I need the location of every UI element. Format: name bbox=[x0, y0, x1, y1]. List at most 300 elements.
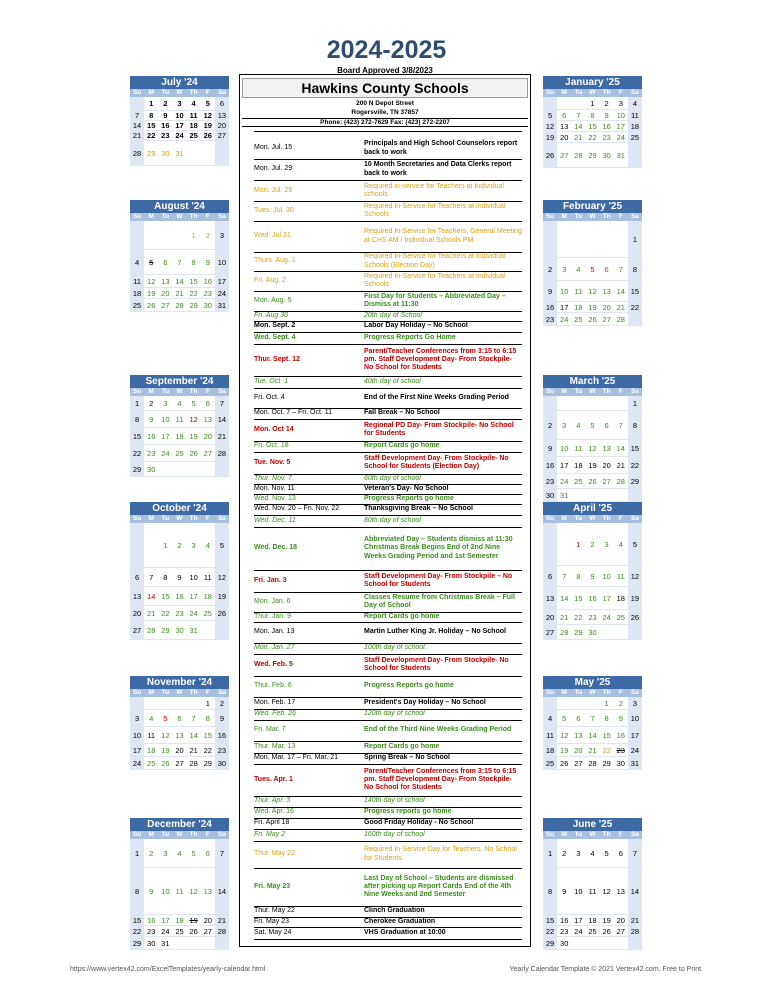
event-description: 60th day of school bbox=[364, 474, 421, 482]
day-cell bbox=[585, 697, 599, 709]
day-cell: 28 bbox=[616, 314, 625, 324]
day-cell: 2 bbox=[590, 539, 595, 549]
day-cell: 28 bbox=[215, 926, 229, 936]
day-cell: 25 bbox=[543, 757, 557, 769]
day-cell: 1 bbox=[543, 839, 557, 867]
day-cell bbox=[215, 621, 229, 639]
event-row bbox=[254, 252, 522, 272]
week-row bbox=[543, 97, 642, 110]
day-cell: 27 bbox=[203, 448, 212, 458]
day-cell: 26 bbox=[147, 300, 156, 310]
day-cell: 14 bbox=[175, 276, 184, 286]
day-cell: 10 bbox=[574, 886, 583, 896]
day-cell: 5 bbox=[628, 523, 642, 565]
event-description: Report Cards go home bbox=[364, 612, 440, 620]
day-cell: 5 bbox=[191, 848, 196, 858]
day-cell bbox=[571, 396, 585, 410]
event-date: Fri. Oct. 18 bbox=[254, 442, 289, 450]
event-description: Thanksgiving Break – No School bbox=[364, 505, 473, 513]
day-cell: 25 bbox=[588, 926, 597, 936]
event-date: Tues. Apr. 1 bbox=[254, 775, 293, 783]
event-date: Wed. Feb. 26 bbox=[254, 710, 296, 718]
day-cell: 22 bbox=[147, 131, 156, 140]
weekday-label: F bbox=[618, 831, 623, 838]
day-cell: 19 bbox=[161, 745, 170, 755]
event-description: Parent/Teacher Conferences from 3:15 to 6:15 pm. Staff Development Day- From Stockpile- No School for Students bbox=[364, 767, 517, 792]
day-cell: 3 bbox=[191, 540, 196, 550]
event-row bbox=[254, 181, 522, 202]
event-description: Staff Development Day- From Stockpile- No School for Students bbox=[364, 656, 509, 672]
day-cell: 23 bbox=[616, 745, 625, 755]
weekday-header bbox=[130, 515, 229, 523]
weekday-label: Th bbox=[189, 89, 198, 96]
day-cell: 11 bbox=[175, 886, 184, 896]
event-date: Fri. Aug 30 bbox=[254, 311, 288, 319]
weekday-header bbox=[130, 831, 229, 839]
day-cell bbox=[628, 937, 642, 949]
event-row bbox=[254, 138, 522, 160]
day-cell: 13 bbox=[130, 587, 144, 605]
day-cell: 9 bbox=[149, 886, 154, 896]
weekday-label: M bbox=[561, 388, 567, 395]
day-cell: 17 bbox=[215, 275, 229, 287]
day-cell: 27 bbox=[602, 314, 611, 324]
weekday-label: F bbox=[205, 515, 210, 522]
month-title: January '25 bbox=[543, 76, 642, 89]
event-description: President's Day Holiday – No School bbox=[364, 698, 486, 706]
day-cell: 2 bbox=[205, 230, 210, 240]
day-cell: 2 bbox=[562, 848, 567, 858]
event-row bbox=[254, 868, 522, 907]
event-date: Fri. May 2 bbox=[254, 830, 286, 838]
day-cell: 30 bbox=[215, 757, 229, 769]
day-cell: 22 bbox=[574, 612, 583, 622]
day-cell bbox=[628, 313, 642, 325]
day-cell bbox=[187, 462, 201, 476]
calendar-title: 2024-2025 bbox=[326, 36, 447, 64]
day-cell: 4 bbox=[590, 848, 595, 858]
day-cell bbox=[130, 523, 144, 567]
day-cell: 25 bbox=[574, 476, 583, 486]
day-cell: 26 bbox=[628, 610, 642, 624]
day-cell: 24 bbox=[175, 131, 184, 140]
day-cell: 13 bbox=[175, 730, 184, 740]
day-cell: 19 bbox=[215, 587, 229, 605]
day-cell: 19 bbox=[588, 460, 597, 470]
day-cell: 16 bbox=[147, 431, 156, 441]
day-cell: 21 bbox=[628, 915, 642, 925]
day-cell: 8 bbox=[149, 111, 154, 120]
day-cell: 3 bbox=[628, 697, 642, 709]
weekday-label: Su bbox=[132, 213, 142, 220]
day-cell: 8 bbox=[576, 571, 581, 581]
event-description: Classes Resume from Christmas Break – Full Day of School bbox=[364, 593, 515, 609]
day-cell: 20 bbox=[602, 460, 611, 470]
weekday-label: Th bbox=[602, 213, 611, 220]
week-row bbox=[130, 97, 229, 111]
day-cell: 10 bbox=[616, 110, 625, 120]
day-cell: 9 bbox=[215, 710, 229, 726]
week-row bbox=[543, 926, 642, 937]
day-cell: 19 bbox=[189, 431, 198, 441]
day-cell: 4 bbox=[177, 398, 182, 408]
day-cell: 27 bbox=[574, 758, 583, 768]
weekday-label: M bbox=[148, 515, 154, 522]
weekday-label: W bbox=[589, 213, 596, 220]
weekday-label: Su bbox=[545, 213, 555, 220]
week-row bbox=[130, 523, 229, 568]
day-cell: 9 bbox=[618, 713, 623, 723]
event-date: Thur. May 22 bbox=[254, 907, 295, 915]
day-cell: 24 bbox=[616, 132, 625, 142]
month-calendar bbox=[543, 375, 642, 502]
event-description: Martin Luther King Jr. Holiday – No School bbox=[364, 628, 506, 636]
event-description: Staff Development Day- From Stockpile – No School for Students bbox=[364, 572, 513, 588]
event-row bbox=[254, 344, 522, 377]
day-cell: 28 bbox=[175, 300, 184, 310]
month-title: March '25 bbox=[543, 375, 642, 388]
day-cell: 2 bbox=[604, 98, 609, 108]
month-title: September '24 bbox=[130, 375, 229, 388]
day-cell: 29 bbox=[588, 150, 597, 160]
day-cell bbox=[585, 221, 599, 257]
day-cell: 1 bbox=[149, 99, 154, 108]
day-cell: 13 bbox=[616, 886, 625, 896]
weekday-label: W bbox=[589, 831, 596, 838]
weekday-label: F bbox=[205, 689, 210, 696]
day-cell: 15 bbox=[203, 730, 212, 740]
month-title: July '24 bbox=[130, 76, 229, 89]
footer-link[interactable]: https://www.vertex42.com/ExcelTemplates/yearly-calendar.html bbox=[70, 966, 266, 973]
event-description: Progress reports go home bbox=[364, 808, 452, 816]
day-cell: 18 bbox=[189, 121, 198, 130]
day-cell: 5 bbox=[205, 99, 210, 108]
event-description: Required In-Service for Teachers at Individual Schools bbox=[364, 272, 506, 288]
day-cell: 25 bbox=[147, 758, 156, 768]
day-cell: 15 bbox=[628, 440, 642, 456]
day-cell: 29 bbox=[130, 462, 144, 476]
day-cell: 6 bbox=[215, 97, 229, 110]
event-date: Mon. Aug. 5 bbox=[254, 296, 292, 304]
day-cell: 11 bbox=[130, 275, 144, 287]
day-cell: 18 bbox=[616, 593, 625, 603]
week-row bbox=[130, 275, 229, 288]
day-cell: 18 bbox=[130, 288, 144, 298]
day-cell bbox=[130, 697, 144, 709]
day-cell: 28 bbox=[147, 625, 156, 635]
month-calendar bbox=[130, 818, 229, 950]
day-cell: 30 bbox=[602, 150, 611, 160]
day-cell: 20 bbox=[130, 606, 144, 620]
day-cell: 18 bbox=[175, 915, 184, 925]
day-cell: 26 bbox=[189, 448, 198, 458]
day-cell: 30 bbox=[161, 148, 170, 158]
day-cell: 9 bbox=[177, 572, 182, 582]
day-cell: 23 bbox=[543, 313, 557, 325]
day-cell: 22 bbox=[628, 302, 642, 312]
day-cell: 5 bbox=[215, 523, 229, 567]
day-cell: 10 bbox=[161, 886, 170, 896]
day-cell: 6 bbox=[163, 257, 168, 267]
day-cell: 8 bbox=[130, 868, 144, 914]
weekday-label: Sa bbox=[630, 89, 639, 96]
weekday-label: Sa bbox=[630, 213, 639, 220]
day-cell: 16 bbox=[560, 915, 569, 925]
day-cell: 16 bbox=[588, 593, 597, 603]
day-cell: 11 bbox=[616, 571, 625, 581]
weekday-label: F bbox=[205, 213, 210, 220]
day-cell: 8 bbox=[590, 110, 595, 120]
day-cell: 3 bbox=[576, 848, 581, 858]
event-description: 140th day of school bbox=[364, 797, 425, 805]
day-cell bbox=[543, 221, 557, 257]
day-cell bbox=[543, 97, 557, 109]
weekday-label: Sa bbox=[217, 515, 226, 522]
day-cell: 10 bbox=[189, 572, 198, 582]
month-calendar bbox=[543, 200, 642, 326]
day-cell: 30 bbox=[543, 489, 557, 501]
day-cell: 16 bbox=[616, 730, 625, 740]
day-cell: 7 bbox=[628, 839, 642, 867]
day-cell: 21 bbox=[215, 915, 229, 925]
day-cell: 7 bbox=[191, 713, 196, 723]
day-cell: 12 bbox=[203, 111, 212, 120]
day-cell bbox=[158, 697, 172, 709]
weekday-label: Su bbox=[545, 515, 555, 522]
week-row bbox=[130, 926, 229, 937]
event-row bbox=[254, 622, 522, 644]
day-cell: 16 bbox=[215, 727, 229, 743]
day-cell: 12 bbox=[215, 568, 229, 586]
footer-copyright: Yearly Calendar Template © 2021 Vertex42.com. Free to Print. bbox=[509, 966, 703, 973]
day-cell: 19 bbox=[543, 132, 557, 142]
day-cell: 15 bbox=[628, 281, 642, 301]
week-row bbox=[543, 839, 642, 868]
event-description: 10 Month Secretaries and Data Clerks report back to work bbox=[364, 161, 512, 177]
day-cell: 4 bbox=[177, 848, 182, 858]
day-cell: 22 bbox=[543, 926, 557, 936]
day-cell: 2 bbox=[215, 697, 229, 709]
day-cell: 5 bbox=[543, 110, 557, 120]
day-cell: 28 bbox=[616, 476, 625, 486]
weekday-label: Sa bbox=[217, 831, 226, 838]
weekday-label: Su bbox=[545, 89, 555, 96]
day-cell bbox=[215, 462, 229, 476]
day-cell bbox=[600, 937, 614, 949]
day-cell bbox=[543, 523, 557, 565]
day-cell: 30 bbox=[175, 625, 184, 635]
school-phone: Phone: (423) 272-7629 Fax: (423) 272-2207 bbox=[242, 118, 528, 127]
day-cell: 5 bbox=[590, 420, 595, 430]
event-description: Required In-Service for Teachers at Individual Schools bbox=[364, 202, 506, 218]
day-cell: 22 bbox=[628, 457, 642, 473]
day-cell: 9 bbox=[562, 886, 567, 896]
day-cell: 12 bbox=[560, 730, 569, 740]
day-cell: 13 bbox=[602, 443, 611, 453]
day-cell: 10 bbox=[161, 414, 170, 424]
day-cell: 13 bbox=[574, 730, 583, 740]
month-title: May '25 bbox=[543, 676, 642, 689]
event-row bbox=[254, 527, 522, 571]
day-cell: 1 bbox=[191, 230, 196, 240]
day-cell bbox=[614, 625, 628, 639]
event-description: Fall Break – No School bbox=[364, 409, 440, 417]
month-calendar bbox=[543, 76, 642, 168]
day-cell: 3 bbox=[618, 98, 623, 108]
week-row bbox=[130, 757, 229, 770]
day-cell bbox=[614, 489, 628, 501]
weekday-label: Sa bbox=[217, 689, 226, 696]
month-title: August '24 bbox=[130, 200, 229, 213]
day-cell bbox=[571, 489, 585, 501]
event-date: Wed. Jul 31 bbox=[254, 232, 291, 240]
weekday-label: Th bbox=[602, 515, 611, 522]
weekday-label: Th bbox=[189, 515, 198, 522]
day-cell: 17 bbox=[189, 591, 198, 601]
day-cell: 8 bbox=[543, 868, 557, 914]
event-row bbox=[254, 452, 522, 475]
weekday-header bbox=[543, 213, 642, 221]
day-cell: 3 bbox=[562, 264, 567, 274]
event-date: Tue. Oct. 1 bbox=[254, 377, 289, 385]
event-row bbox=[254, 291, 522, 312]
day-cell bbox=[543, 396, 557, 410]
day-cell: 12 bbox=[628, 566, 642, 586]
day-cell bbox=[600, 489, 614, 501]
school-city: Rogersville, TN 37857 bbox=[351, 109, 419, 116]
week-row bbox=[130, 839, 229, 868]
day-cell: 5 bbox=[562, 713, 567, 723]
day-cell: 27 bbox=[215, 131, 229, 140]
day-cell: 26 bbox=[588, 476, 597, 486]
week-row bbox=[543, 396, 642, 411]
event-date: Thur. Feb. 6 bbox=[254, 682, 292, 690]
day-cell bbox=[130, 97, 144, 110]
day-cell: 20 bbox=[543, 610, 557, 624]
day-cell: 20 bbox=[215, 121, 229, 130]
week-row bbox=[543, 474, 642, 489]
day-cell: 8 bbox=[628, 258, 642, 280]
weekday-label: Tu bbox=[161, 89, 170, 96]
day-cell: 11 bbox=[147, 730, 156, 740]
event-description: VHS Graduation at 10:00 bbox=[364, 928, 446, 936]
day-cell: 11 bbox=[543, 727, 557, 743]
week-row bbox=[543, 457, 642, 474]
weekday-header bbox=[543, 689, 642, 697]
day-cell: 21 bbox=[616, 302, 625, 312]
weekday-label: M bbox=[561, 515, 567, 522]
day-cell: 20 bbox=[203, 915, 212, 925]
week-row bbox=[130, 141, 229, 166]
day-cell: 14 bbox=[215, 868, 229, 914]
week-row bbox=[130, 111, 229, 121]
day-cell bbox=[187, 937, 201, 949]
day-cell: 23 bbox=[147, 448, 156, 458]
day-cell bbox=[172, 937, 186, 949]
day-cell: 20 bbox=[574, 745, 583, 755]
day-cell: 27 bbox=[130, 621, 144, 639]
day-cell: 20 bbox=[560, 132, 569, 142]
event-date: Thur. Jan. 9 bbox=[254, 612, 291, 620]
day-cell: 15 bbox=[588, 121, 597, 131]
weekday-label: M bbox=[561, 831, 567, 838]
week-row bbox=[543, 258, 642, 281]
day-cell: 2 bbox=[149, 848, 154, 858]
event-description: 40th day of school bbox=[364, 377, 421, 385]
day-cell: 13 bbox=[602, 286, 611, 296]
event-description: 80th day of school bbox=[364, 516, 421, 524]
day-cell: 14 bbox=[616, 443, 625, 453]
day-cell: 16 bbox=[543, 457, 557, 473]
day-cell: 24 bbox=[560, 476, 569, 486]
weekday-label: Su bbox=[132, 515, 142, 522]
day-cell: 30 bbox=[147, 464, 156, 474]
day-cell: 21 bbox=[147, 608, 156, 618]
weekday-label: M bbox=[561, 89, 567, 96]
event-description: 100th day of school. bbox=[364, 644, 427, 652]
event-date: Wed. Dec. 18 bbox=[254, 544, 298, 552]
day-cell: 9 bbox=[205, 257, 210, 267]
weekday-label: W bbox=[176, 213, 183, 220]
day-cell: 1 bbox=[628, 396, 642, 410]
day-cell: 18 bbox=[628, 121, 642, 131]
day-cell: 29 bbox=[161, 625, 170, 635]
event-description: Required In-Service for Teachers at Individual Schools (Election Day) bbox=[364, 253, 506, 269]
day-cell: 4 bbox=[205, 540, 210, 550]
day-cell: 12 bbox=[161, 730, 170, 740]
day-cell bbox=[557, 396, 571, 410]
day-cell: 6 bbox=[543, 566, 557, 586]
event-date: Fri. Oct. 4 bbox=[254, 393, 285, 401]
event-description: Required In-Service Day for Teachers. No School for Students bbox=[364, 846, 517, 862]
day-cell: 12 bbox=[543, 121, 557, 131]
day-cell: 26 bbox=[543, 143, 557, 167]
day-cell: 17 bbox=[161, 431, 170, 441]
day-cell: 27 bbox=[543, 625, 557, 639]
day-cell: 1 bbox=[590, 98, 595, 108]
school-address: 200 N Depot Street bbox=[356, 100, 414, 107]
day-cell: 24 bbox=[628, 744, 642, 756]
day-cell: 15 bbox=[147, 121, 156, 130]
event-date: Tue. Nov. 5 bbox=[254, 458, 291, 466]
day-cell bbox=[628, 143, 642, 167]
day-cell: 15 bbox=[130, 915, 144, 925]
day-cell: 30 bbox=[616, 758, 625, 768]
event-row bbox=[254, 271, 522, 292]
event-date: Fri. May 23 bbox=[254, 917, 290, 925]
day-cell: 18 bbox=[588, 915, 597, 925]
day-cell: 18 bbox=[203, 591, 212, 601]
day-cell: 5 bbox=[191, 398, 196, 408]
week-row bbox=[543, 132, 642, 143]
week-row bbox=[543, 313, 642, 326]
day-cell: 4 bbox=[149, 713, 154, 723]
day-cell: 22 bbox=[130, 926, 144, 936]
day-cell bbox=[144, 697, 158, 709]
week-row bbox=[543, 110, 642, 121]
event-date: Tues. Jul. 30 bbox=[254, 206, 294, 214]
day-cell: 6 bbox=[130, 568, 144, 586]
month-title: October '24 bbox=[130, 502, 229, 515]
event-date: Fri. Aug. 2 bbox=[254, 276, 286, 284]
weekday-label: Tu bbox=[161, 831, 170, 838]
day-cell: 29 bbox=[602, 758, 611, 768]
event-row bbox=[254, 201, 522, 222]
event-date: Thur. Apr. 3 bbox=[254, 797, 291, 805]
week-row bbox=[543, 868, 642, 915]
month-title: February '25 bbox=[543, 200, 642, 213]
day-cell bbox=[543, 697, 557, 709]
